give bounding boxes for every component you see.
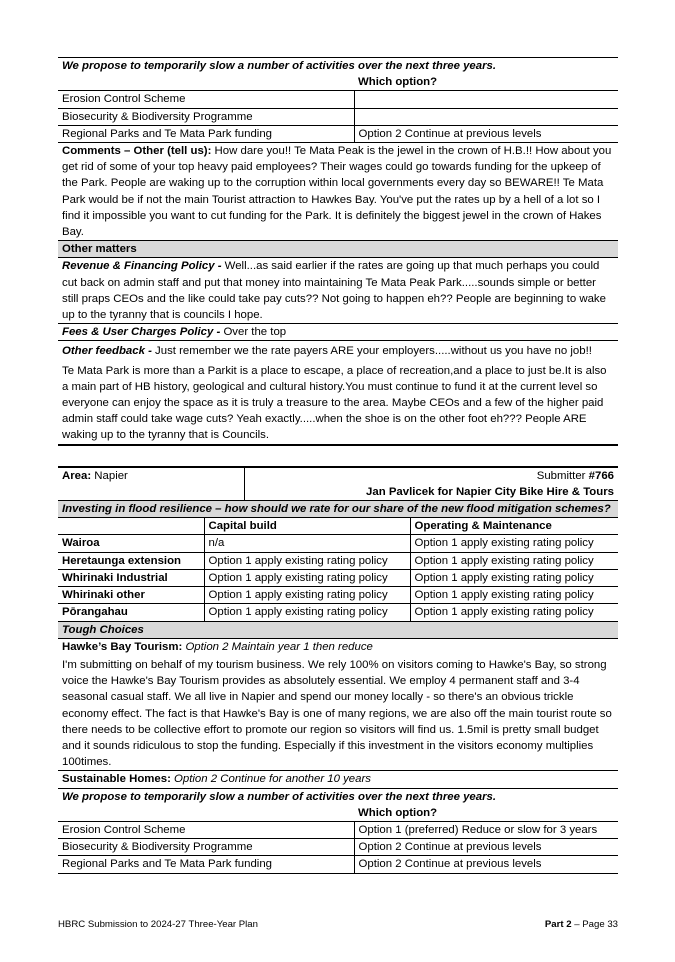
fees-label: Fees & User Charges Policy - [62,326,221,339]
row-label: Regional Parks and Te Mata Park funding [62,858,273,871]
slow-activities-table-2 [58,788,618,874]
area-label: Area: [62,469,92,482]
which-option-header: Which option? [358,806,438,819]
feedback-label: Other feedback - [62,345,152,358]
footer-title: HBRC Submission to 2024-27 Three-Year Plan [58,919,258,930]
comments-text: How dare you!! Te Mata Peak is the jewel in the crown of H.B.!! How about you get rid of some of your top heavy paid employees? Their wages could go towards funding for the upkeep of the Park. People are waking up to the corruption within local governments every day so BEWARE!! Te Mata Park would be if not the main Tourist attraction to Hawkes Bay. You've put the rates up by a hell of a lot so I find it impossible you want to cut funding for the Park. It is definitely the biggest jewel in the crown of Hakes Bay. [62,145,612,239]
row-value: Option 2 Continue at previous levels [354,856,618,873]
tourism-label: Hawke’s Bay Tourism: [62,640,183,653]
homes-option: Option 2 Continue for another 10 years [170,773,371,786]
footer-part: Part 2 [544,919,572,930]
feedback-paragraph: Te Mata Park is more than a Parkit is a place to escape, a place of recreation,and a place to just be.It is also a main part of HB history, geological and cultural history.You must continue to fund it at the current level so everyone can enjoy the space as it is truly a treasure to the area. Maybe CEOs and a few of the higher paid admin staff could take wage cuts? Yeah exactly.....when the shoe is on the other foot eh??? People ARE waking up to the tyranny that is Councils. [62,364,607,442]
row-label: Biosecurity & Biodiversity Programme [62,110,253,123]
revenue-label: Revenue & Financing Policy - [62,260,222,273]
row-label: Regional Parks and Te Mata Park funding [62,127,273,140]
row-value [354,91,618,108]
document-page [58,57,618,874]
footer-page-number [545,917,618,933]
submitter-name: Jan Pavlicek for Napier City Bike Hire & Tours [366,485,614,498]
scheme-name: Whirinaki other [62,589,145,602]
capital-value: Option 1 apply existing rating policy [204,569,410,586]
area-cell [58,467,244,500]
flood-resilience-table [58,500,618,620]
row-value: Option 2 Continue at previous levels [354,839,618,856]
row-value: Option 2 Continue at previous levels [354,125,618,142]
flood-heading: Investing in flood resilience – how should we rate for our share of the new flood mitigation schemes? [62,503,611,516]
feedback-text: Just remember we the rate payers ARE your employers.....without us you have no job!! [151,345,592,358]
tough-choices-header: Tough Choices [58,621,618,638]
row-label: Biosecurity & Biodiversity Programme [62,841,253,854]
capital-header: Capital build [204,518,410,535]
row-value [354,108,618,125]
area-value: Napier [94,469,128,482]
scheme-name: Pōrangahau [62,606,128,619]
propose-heading: We propose to temporarily slow a number of activities over the next three years. [62,790,497,803]
tourism-block [58,638,618,771]
submitter-header-table [58,466,618,500]
which-option-header: Which option? [358,76,438,89]
scheme-name: Wairoa [62,537,100,550]
scheme-name: Heretaunga extension [62,554,182,567]
sustainable-homes-block [58,770,618,787]
capital-value: Option 1 apply existing rating policy [204,552,410,569]
capital-value: Option 1 apply existing rating policy [204,587,410,604]
operating-value: Option 1 apply existing rating policy [410,552,618,569]
submitter-number: #766 [588,469,614,482]
fees-policy-block [58,323,618,340]
row-label: Erosion Control Scheme [62,93,186,106]
operating-value: Option 1 apply existing rating policy [410,569,618,586]
comments-label: Comments – Other (tell us): [62,145,212,158]
scheme-name: Whirinaki Industrial [62,571,168,584]
other-matters-header: Other matters [58,240,618,257]
submitter-cell [244,467,618,500]
operating-value: Option 1 apply existing rating policy [410,587,618,604]
other-feedback-block [58,340,618,443]
row-value: Option 1 (preferred) Reduce or slow for 3 years [354,821,618,838]
operating-value: Option 1 apply existing rating policy [410,535,618,552]
row-label: Erosion Control Scheme [62,823,186,836]
tourism-text: I'm submitting on behalf of my tourism business. We rely 100% on visitors coming to Hawke's Bay, so strong voice the Hawke's Bay Tourism provides as absolutely essential. We employ 4 permanent staff and 3-4 seasonal casual staff. We all live in Napier and spend our money locally - so there's an obvious trickle economy effect. The fact is that Hawke's Bay is one of many regions, we are also off the main tourist route so there needs to be collective effort to promote our region so visitors will find us. 1.5mil is pretty small budget and it sounds ridiculous to stop the funding. Especially if this investment in the visitors economy multiplies 100times. [62,658,612,769]
submitter-label: Submitter [536,469,586,482]
comments-block [58,142,618,240]
operating-header: Operating & Maintenance [410,518,618,535]
revenue-text: Well...as said earlier if the rates are going up that much perhaps you could cut back on admin staff and put that money into maintaining Te Mata Peak Park.....sounds simple or better still praps CEOs and the like could take pay cuts?? Not going to happen eh?? People are beginning to wake up to the tyranny that is councils I hope. [62,260,606,322]
fees-text: Over the top [220,326,287,339]
capital-value: n/a [204,535,410,552]
revenue-policy-block [58,257,618,323]
page-footer [58,917,618,933]
footer-page: – Page 33 [571,919,618,930]
propose-heading: We propose to temporarily slow a number of activities over the next three years. [62,60,497,72]
homes-label: Sustainable Homes: [62,773,171,786]
tourism-option: Option 2 Maintain year 1 then reduce [182,640,373,653]
operating-value: Option 1 apply existing rating policy [410,604,618,621]
slow-activities-table-1 [58,57,618,142]
capital-value: Option 1 apply existing rating policy [204,604,410,621]
